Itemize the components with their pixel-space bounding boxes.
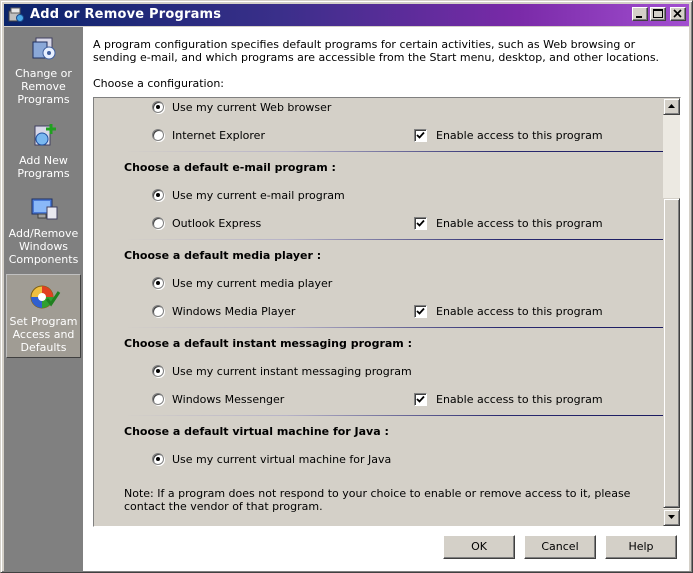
choose-configuration-label: Choose a configuration: [93, 77, 225, 90]
email-current-label: Use my current e-mail program [172, 189, 345, 202]
windows-media-player-radio[interactable] [152, 305, 164, 317]
outlook-express-radio[interactable] [152, 217, 164, 229]
windows-media-player-label: Windows Media Player [172, 305, 296, 318]
sidebar-item-windows-components[interactable] [6, 193, 81, 266]
browser-current-label: Use my current Web browser [172, 101, 332, 114]
media-current-radio[interactable] [152, 277, 164, 289]
separator [124, 327, 664, 328]
email-enable-checkbox[interactable] [414, 217, 427, 230]
program-access-defaults-icon [27, 281, 61, 313]
sidebar-item-label: Set Program Access and Defaults [9, 315, 78, 354]
arrow-up-icon [664, 99, 679, 114]
vertical-scrollbar[interactable] [663, 98, 680, 526]
configuration-panel [93, 97, 681, 527]
media-enable-checkbox[interactable] [414, 305, 427, 318]
media-section-title: Choose a default media player : [124, 249, 322, 262]
windows-components-icon [27, 193, 61, 225]
checkmark-icon [416, 219, 425, 228]
note-text: Note: If a program does not respond to your choice to enable or remove access to it, please contact the vendor of that program. [124, 487, 631, 513]
checkmark-icon [416, 131, 425, 140]
windows-messenger-radio[interactable] [152, 393, 164, 405]
outlook-express-label: Outlook Express [172, 217, 262, 230]
close-button[interactable] [670, 7, 686, 21]
im-enable-checkbox[interactable] [414, 393, 427, 406]
internet-explorer-label: Internet Explorer [172, 129, 265, 142]
minimize-button[interactable] [632, 7, 648, 21]
browser-current-radio[interactable] [152, 101, 164, 113]
add-remove-programs-icon [7, 6, 25, 24]
im-current-radio[interactable] [152, 365, 164, 377]
title-bar[interactable] [4, 4, 689, 26]
java-current-radio[interactable] [152, 453, 164, 465]
window-title: Add or Remove Programs [30, 7, 222, 22]
change-remove-programs-icon [27, 33, 61, 65]
sidebar-item-program-access-defaults[interactable] [6, 274, 81, 358]
windows-messenger-label: Windows Messenger [172, 393, 285, 406]
media-enable-label: Enable access to this program [436, 305, 603, 318]
java-current-label: Use my current virtual machine for Java [172, 453, 392, 466]
close-icon [671, 8, 685, 20]
sidebar-item-label: Add New Programs [17, 154, 70, 180]
configuration-list [94, 98, 663, 526]
checkmark-icon [416, 307, 425, 316]
separator [124, 239, 664, 240]
im-current-label: Use my current instant messaging program [172, 365, 412, 378]
scroll-thumb[interactable] [663, 198, 680, 508]
sidebar [4, 27, 83, 571]
sidebar-item-change-remove[interactable] [6, 33, 81, 106]
sidebar-item-label: Add/Remove Windows Components [8, 227, 79, 266]
java-section-title: Choose a default virtual machine for Java : [124, 425, 389, 438]
sidebar-item-add-new[interactable] [6, 120, 81, 180]
maximize-button[interactable] [650, 7, 666, 21]
help-button[interactable]: Help [605, 535, 677, 559]
main-content [83, 27, 689, 571]
arrow-down-icon [664, 510, 679, 525]
separator [124, 415, 664, 416]
add-new-programs-icon [27, 120, 61, 152]
scroll-down-button[interactable] [663, 509, 680, 526]
minimize-icon [633, 8, 647, 20]
im-enable-label: Enable access to this program [436, 393, 603, 406]
browser-enable-label: Enable access to this program [436, 129, 603, 142]
email-current-radio[interactable] [152, 189, 164, 201]
maximize-icon [651, 8, 665, 20]
media-current-label: Use my current media player [172, 277, 333, 290]
scroll-up-button[interactable] [663, 98, 680, 115]
email-enable-label: Enable access to this program [436, 217, 603, 230]
ok-button[interactable]: OK [443, 535, 515, 559]
intro-text: A program configuration specifies default programs for certain activities, such as Web browsing or sending e-mail, and which programs are accessible from the Start menu, desktop, and other locations. [93, 38, 660, 64]
sidebar-item-label: Change or Remove Programs [15, 67, 72, 106]
browser-enable-checkbox[interactable] [414, 129, 427, 142]
cancel-button[interactable]: Cancel [524, 535, 596, 559]
im-section-title: Choose a default instant messaging program : [124, 337, 412, 350]
checkmark-icon [416, 395, 425, 404]
internet-explorer-radio[interactable] [152, 129, 164, 141]
separator [124, 151, 664, 152]
email-section-title: Choose a default e-mail program : [124, 161, 336, 174]
